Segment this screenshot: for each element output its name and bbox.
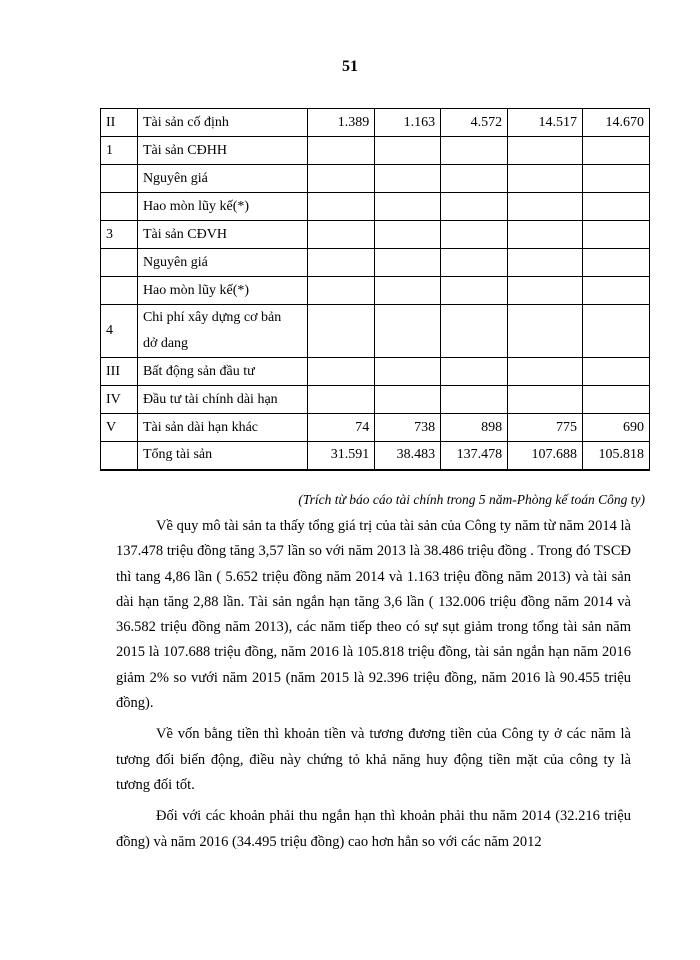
paragraph: Đối với các khoản phải thu ngắn hạn thì khoản phải thu năm 2014 (32.216 triệu đồng) và năm 2016 (34.495 triệu đồng) cao hơn hẳn so với các năm 2012 <box>116 808 631 850</box>
value-cell <box>308 249 375 277</box>
table-row <box>101 221 650 249</box>
row-number: V <box>101 414 138 442</box>
value-cell <box>308 193 375 221</box>
table-row <box>101 305 650 358</box>
value-cell: 898 <box>441 414 508 442</box>
value-cell <box>441 165 508 193</box>
source-note: (Trích từ báo cáo tài chính trong 5 năm-Phòng kế toán Công ty) <box>298 492 645 507</box>
value-cell <box>375 386 441 414</box>
value-cell <box>375 221 441 249</box>
row-label-line: Chi phí xây dựng cơ bản <box>142 310 282 325</box>
value-cell <box>375 165 441 193</box>
row-label-line: dở dang <box>142 336 189 351</box>
value-cell: 105.818 <box>583 442 650 470</box>
value-cell <box>308 386 375 414</box>
table-row <box>101 137 650 165</box>
row-label: Tài sản cố định <box>137 109 307 137</box>
paragraph: Về quy mô tài sản ta thấy tổng giá trị của tài sản của Công ty năm từ năm 2014 là 137.478 triệu đồng tăng 3,57 lần so với năm 2013 là 38.486 triệu đồng . Trong đó TSCĐ thì tang 4,86 lần ( 5.652 triệu đồng năm 2014 và 1.163 triệu đồng năm 2013) và tài sản dài hạn tăng 2,88 lần. Tài sản ngắn hạn tăng 3,6 lần ( 132.006 triệu đồng năm 2014 và 36.582 triệu đồng năm 2013), các năm tiếp theo có sự sụt giảm trong tổng tài sản năm 2015 là 107.688 triệu đồng, năm 2016 là 105.818 triệu đồng, tài sản ngắn hạn năm 2016 giảm 2% so vưới năm 2015 (năm 2015 là 92.396 triệu đồng, năm 2016 là 90.455 triệu đồng). <box>116 518 631 712</box>
row-label: Tài sản CĐVH <box>137 221 307 249</box>
value-cell <box>308 165 375 193</box>
row-label <box>137 305 307 358</box>
value-cell: 31.591 <box>308 442 375 470</box>
value-cell <box>441 305 508 358</box>
value-cell <box>375 358 441 386</box>
table-row <box>101 358 650 386</box>
value-cell <box>508 277 583 305</box>
table-row <box>101 249 650 277</box>
row-number <box>101 277 138 305</box>
value-cell: 74 <box>308 414 375 442</box>
value-cell <box>508 221 583 249</box>
value-cell <box>441 358 508 386</box>
value-cell <box>375 137 441 165</box>
value-cell <box>308 277 375 305</box>
row-number: 4 <box>101 305 138 358</box>
row-label: Đầu tư tài chính dài hạn <box>137 386 307 414</box>
row-number: III <box>101 358 138 386</box>
value-cell <box>441 193 508 221</box>
value-cell <box>583 137 650 165</box>
row-label: Tài sản dài hạn khác <box>137 414 307 442</box>
value-cell <box>308 137 375 165</box>
value-cell <box>508 386 583 414</box>
value-cell <box>508 358 583 386</box>
value-cell <box>441 249 508 277</box>
value-cell <box>375 193 441 221</box>
row-number <box>101 193 138 221</box>
value-cell <box>308 358 375 386</box>
value-cell <box>583 277 650 305</box>
row-label: Hao mòn lũy kế(*) <box>137 193 307 221</box>
value-cell <box>441 221 508 249</box>
value-cell <box>508 193 583 221</box>
value-cell <box>508 165 583 193</box>
table-row <box>101 193 650 221</box>
value-cell: 14.517 <box>508 109 583 137</box>
row-label: Tài sản CĐHH <box>137 137 307 165</box>
row-number: II <box>101 109 138 137</box>
table-row <box>101 109 650 137</box>
row-label: Hao mòn lũy kế(*) <box>137 277 307 305</box>
table-row <box>101 165 650 193</box>
value-cell: 107.688 <box>508 442 583 470</box>
value-cell <box>441 386 508 414</box>
value-cell <box>508 137 583 165</box>
row-number <box>101 442 138 470</box>
page-number: 51 <box>342 58 358 75</box>
row-label: Tổng tài sản <box>137 442 307 470</box>
value-cell <box>375 277 441 305</box>
row-label: Bất động sản đầu tư <box>137 358 307 386</box>
value-cell <box>508 305 583 358</box>
row-number: IV <box>101 386 138 414</box>
row-number <box>101 249 138 277</box>
value-cell: 137.478 <box>441 442 508 470</box>
value-cell <box>508 249 583 277</box>
value-cell: 14.670 <box>583 109 650 137</box>
value-cell: 775 <box>508 414 583 442</box>
row-number: 1 <box>101 137 138 165</box>
value-cell <box>583 221 650 249</box>
value-cell <box>375 305 441 358</box>
row-number <box>101 165 138 193</box>
value-cell <box>583 386 650 414</box>
body-text <box>116 514 631 861</box>
value-cell <box>375 249 441 277</box>
value-cell: 690 <box>583 414 650 442</box>
table-row <box>101 277 650 305</box>
value-cell: 1.163 <box>375 109 441 137</box>
paragraph: Về vốn bằng tiền thì khoản tiền và tương đương tiền của Công ty ở các năm là tương đối biến động, điều này chứng tỏ khả năng huy động tiền mặt của công ty là tương đối tốt. <box>116 726 631 793</box>
value-cell: 38.483 <box>375 442 441 470</box>
value-cell <box>583 165 650 193</box>
row-label: Nguyên giá <box>137 249 307 277</box>
row-number: 3 <box>101 221 138 249</box>
value-cell <box>441 277 508 305</box>
table-row <box>101 386 650 414</box>
value-cell <box>583 358 650 386</box>
value-cell <box>583 193 650 221</box>
row-label: Nguyên giá <box>137 165 307 193</box>
value-cell <box>583 305 650 358</box>
value-cell <box>441 137 508 165</box>
value-cell <box>308 221 375 249</box>
value-cell <box>583 249 650 277</box>
asset-table <box>100 108 650 471</box>
value-cell: 4.572 <box>441 109 508 137</box>
table-row-total <box>101 442 650 470</box>
value-cell <box>308 305 375 358</box>
table-row <box>101 414 650 442</box>
value-cell: 738 <box>375 414 441 442</box>
value-cell: 1.389 <box>308 109 375 137</box>
